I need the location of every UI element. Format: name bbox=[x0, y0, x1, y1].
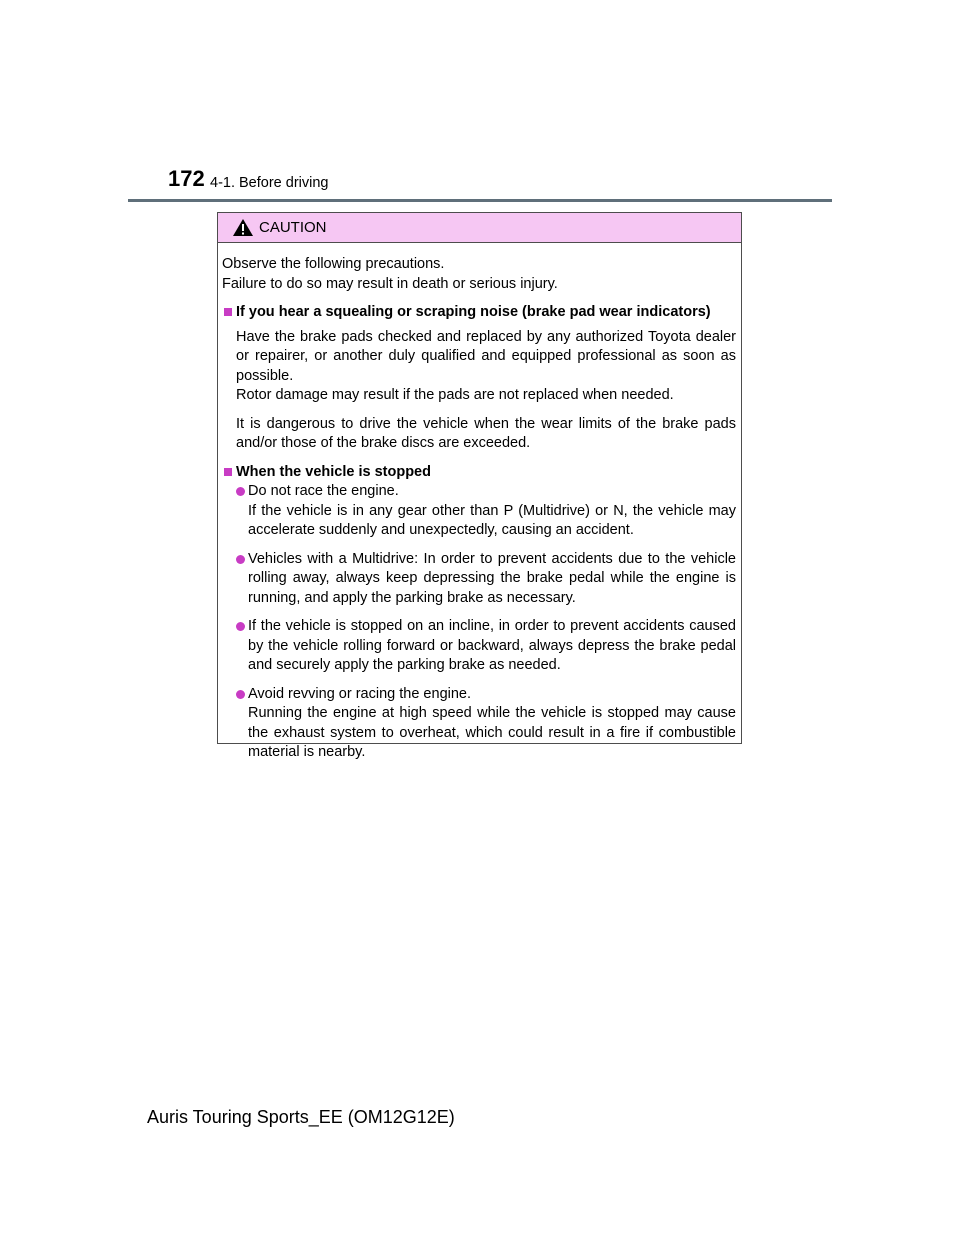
caution-box bbox=[217, 212, 742, 760]
bullet-item bbox=[236, 482, 736, 541]
section-heading bbox=[222, 303, 736, 323]
intro-line: Observe the following precautions. bbox=[222, 256, 445, 272]
bullet-lead: Do not race the engine. bbox=[248, 483, 399, 499]
paragraph-text: Have the brake pads checked and replaced by any authorized Toyota dealer or repairer, or another duly qualified and equipped professional as soon as possible. bbox=[236, 328, 736, 384]
paragraph bbox=[236, 328, 736, 406]
caution-header bbox=[218, 213, 741, 243]
section-title: 4-1. Before driving bbox=[210, 175, 329, 191]
footer-model-label: Auris Touring Sports_EE (OM12G12E) bbox=[147, 1107, 455, 1127]
caution-intro bbox=[222, 255, 736, 294]
round-bullet-icon bbox=[236, 690, 245, 699]
paragraph-text: Rotor damage may result if the pads are not replaced when needed. bbox=[236, 387, 674, 403]
round-bullet-icon bbox=[236, 487, 245, 496]
bullet-text: If the vehicle is stopped on an incline, in order to prevent accidents caused by the vehicle rolling forward or backward, always depress the brake pedal and securely apply the parking brake as needed. bbox=[248, 618, 736, 673]
square-bullet-icon bbox=[224, 468, 232, 476]
header-divider bbox=[128, 199, 832, 202]
intro-line: Failure to do so may result in death or serious injury. bbox=[222, 275, 558, 292]
bullet-item bbox=[236, 550, 736, 609]
warning-triangle-icon bbox=[232, 218, 254, 237]
paragraph: It is dangerous to drive the vehicle when the wear limits of the brake pads and/or those of the brake discs are exceeded. bbox=[236, 415, 736, 451]
square-bullet-icon bbox=[224, 308, 232, 316]
bullet-item bbox=[236, 685, 736, 763]
bullet-text: If the vehicle is in any gear other than P (Multidrive) or N, the vehicle may accelerate suddenly and unexpectedly, causing an accident. bbox=[248, 502, 736, 538]
bullet-item bbox=[236, 617, 736, 676]
section-brake-pad-wear bbox=[222, 303, 736, 454]
caution-body bbox=[218, 243, 741, 763]
section-heading-text: If you hear a squealing or scraping noise (brake pad wear indicators) bbox=[236, 304, 711, 320]
section-heading bbox=[222, 463, 736, 483]
round-bullet-icon bbox=[236, 555, 245, 564]
bullet-text: Vehicles with a Multidrive: In order to prevent accidents due to the vehicle rolling away, always keep depressing the brake pedal while the engine is running, and apply the parking brake as necessary. bbox=[248, 550, 736, 606]
caution-label: CAUTION bbox=[259, 219, 327, 236]
bullet-text: Running the engine at high speed while the vehicle is stopped may cause the exhaust system to overheat, which could result in a fire if combustible material is nearby. bbox=[248, 705, 736, 760]
page-number: 172 bbox=[168, 166, 205, 191]
bullet-lead: Avoid revving or racing the engine. bbox=[248, 685, 472, 702]
section-heading-text: When the vehicle is stopped bbox=[236, 463, 431, 480]
round-bullet-icon bbox=[236, 622, 245, 631]
section-vehicle-stopped bbox=[222, 463, 736, 763]
